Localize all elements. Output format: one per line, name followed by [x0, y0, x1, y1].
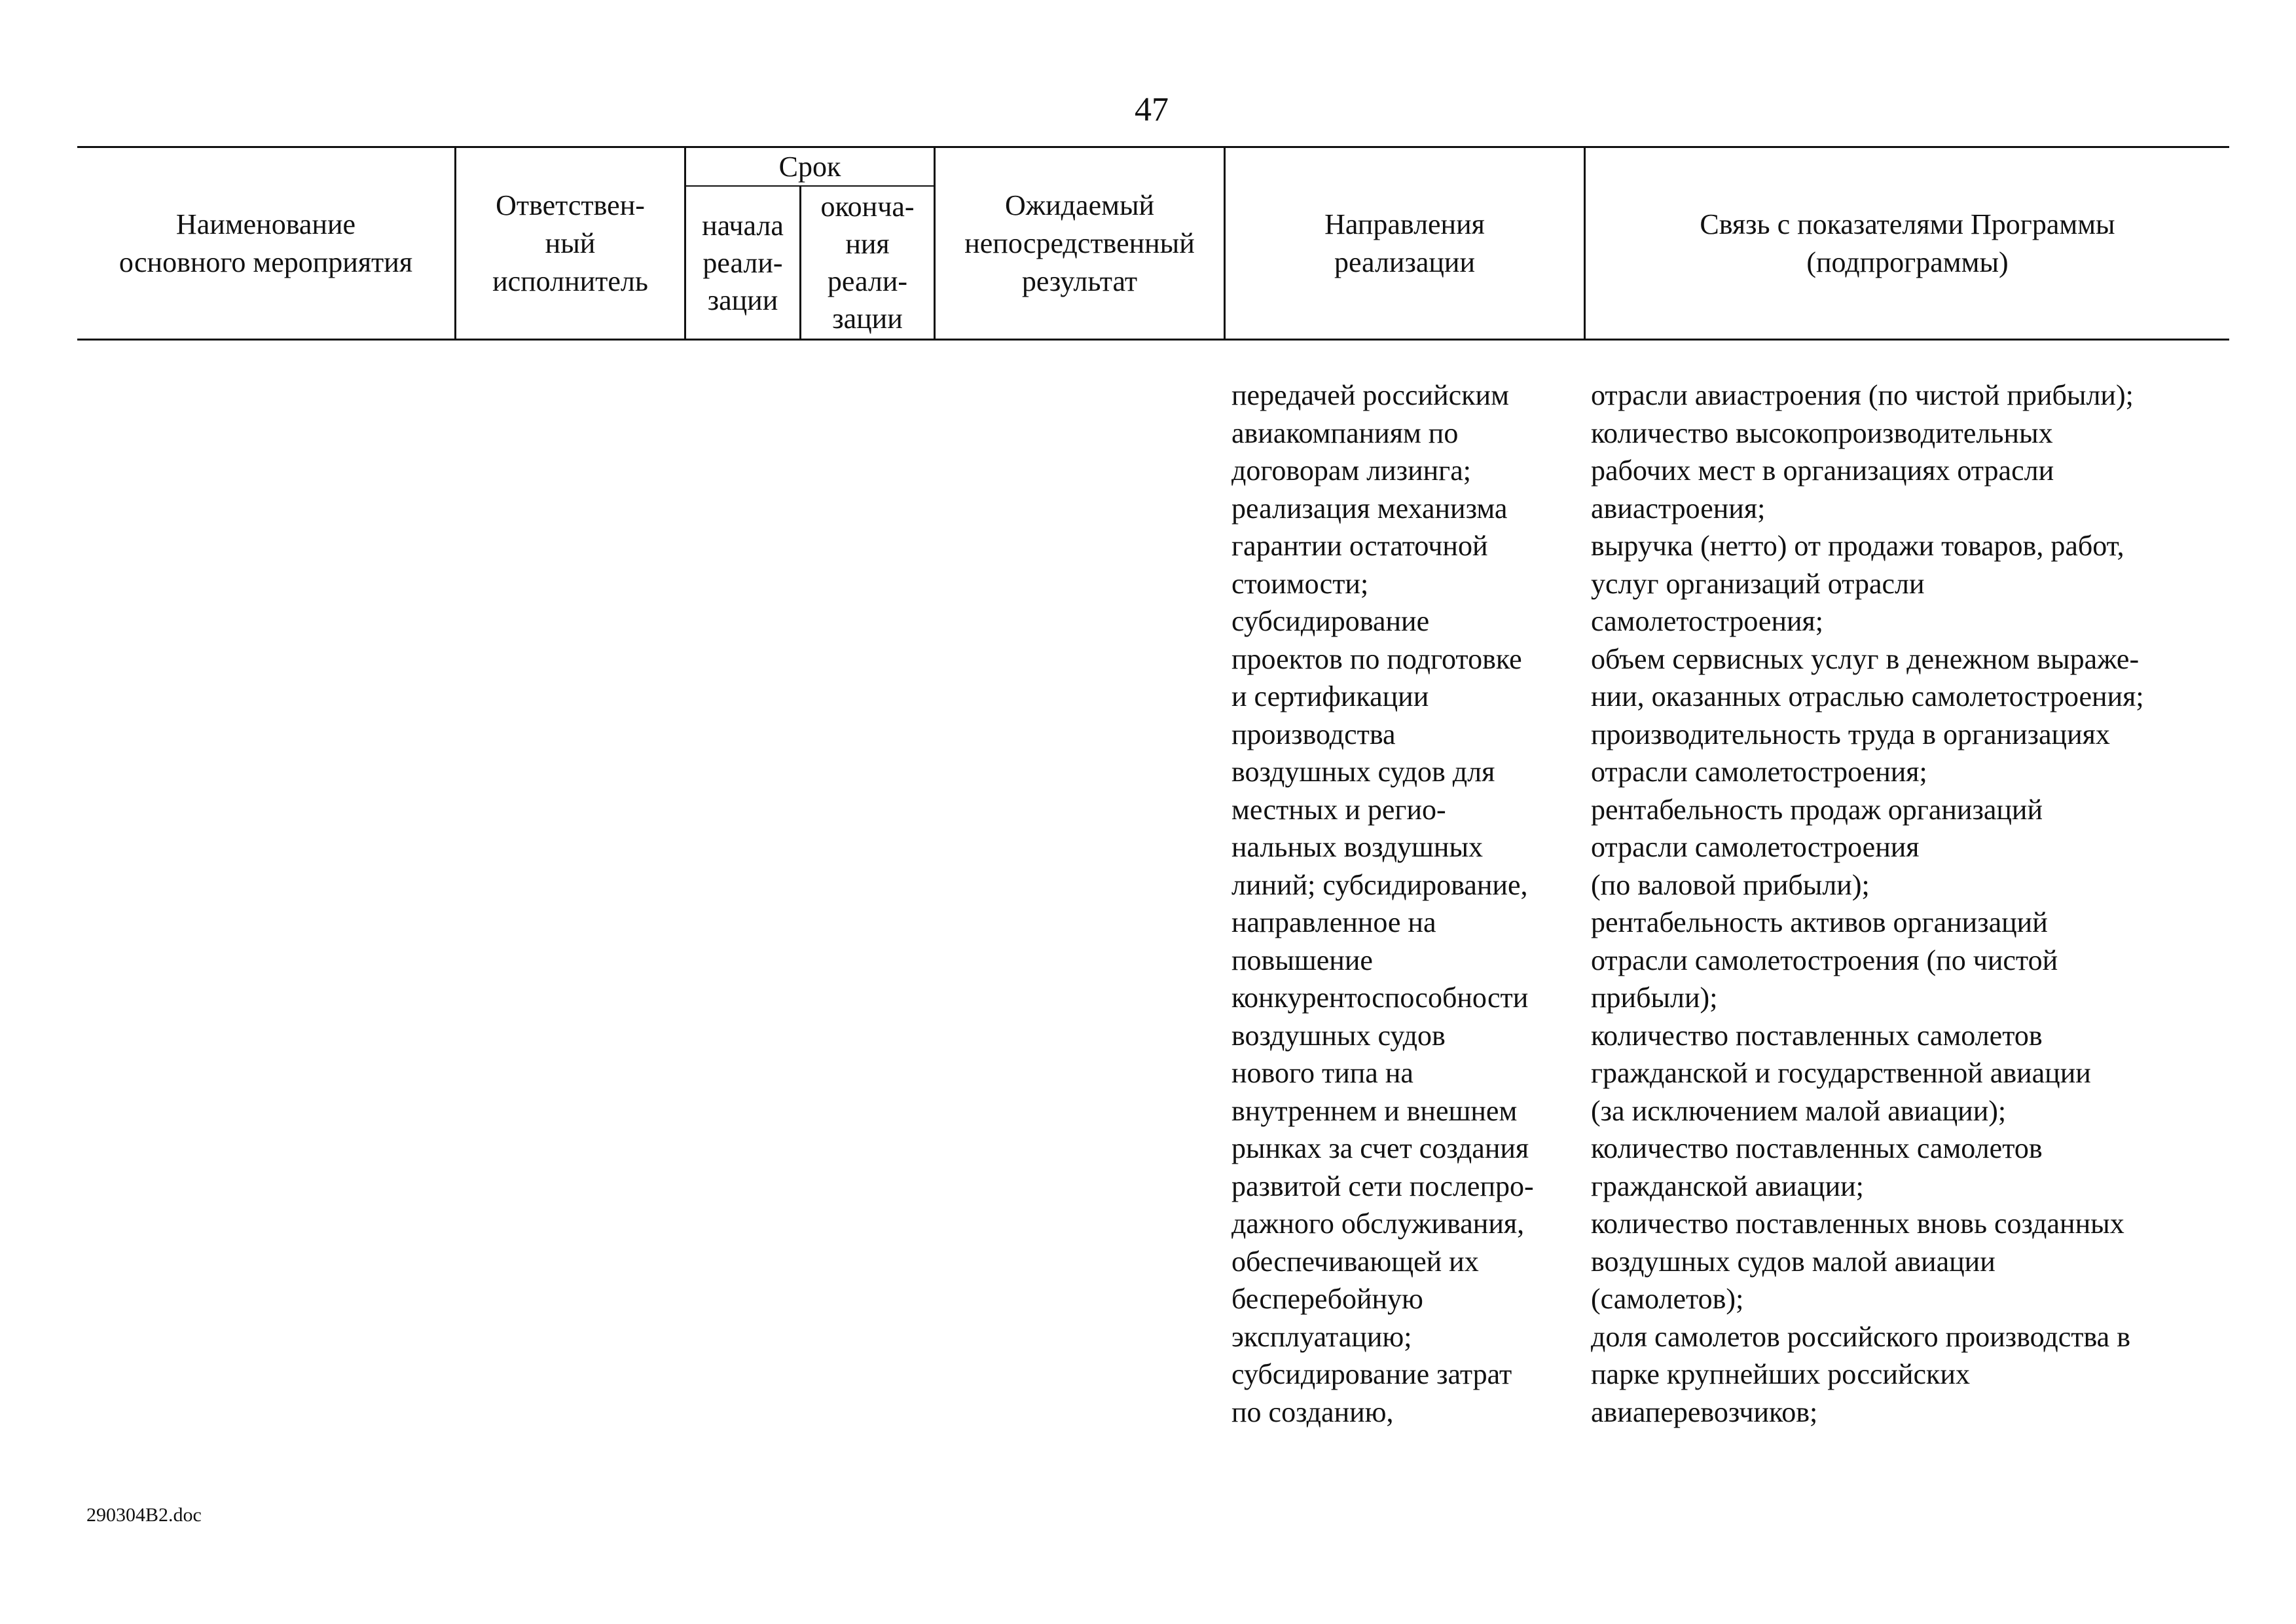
link-line: количество поставленных вновь созданных — [1591, 1208, 2124, 1240]
link-line: рентабельность продаж организаций — [1591, 793, 2043, 826]
header-executor-line: исполнитель — [492, 265, 648, 297]
link-line: прибыли); — [1591, 982, 1718, 1014]
header-term-label: Срок — [778, 150, 841, 183]
page-number: 47 — [1135, 91, 1169, 128]
header-executor-line: Ответствен- — [496, 189, 645, 221]
link-line: рабочих мест в организациях отрасли — [1591, 454, 2054, 487]
link-line: авиаперевозчиков; — [1591, 1395, 1818, 1428]
directions-line: внутреннем и внешнем — [1231, 1094, 1518, 1127]
directions-line: воздушных судов для — [1231, 756, 1495, 788]
directions-line: стоимости; — [1231, 567, 1369, 600]
directions-line: повышение — [1231, 944, 1373, 976]
directions-line: обеспечивающей их — [1231, 1245, 1479, 1278]
directions-line: по созданию, — [1231, 1395, 1394, 1428]
directions-line: направленное на — [1231, 906, 1436, 938]
link-line: (по валовой прибыли); — [1591, 868, 1870, 901]
header-directions-line: реализации — [1334, 246, 1476, 278]
header-term-start-line: зации — [707, 284, 778, 316]
link-line: гражданской и государственной авиации — [1591, 1057, 2091, 1089]
directions-line: гарантии остаточной — [1231, 530, 1488, 562]
directions-line: реализация механизма — [1231, 492, 1508, 525]
header-result-line: непосредственный — [964, 227, 1195, 259]
directions-line: субсидирование — [1231, 605, 1430, 637]
link-line: отрасли самолетостроения; — [1591, 756, 1927, 788]
directions-line: нальных воздушных — [1231, 831, 1484, 863]
link-cell — [1591, 377, 2144, 1431]
link-line: авиастроения; — [1591, 492, 1766, 525]
directions-line: рынках за счет создания — [1231, 1132, 1529, 1164]
link-line: нии, оказанных отраслью самолетостроения; — [1591, 680, 2144, 712]
header-name-line: основного мероприятия — [118, 246, 413, 278]
header-term-start-line: начала — [702, 209, 784, 242]
link-line: отрасли самолетостроения — [1591, 831, 1920, 863]
header-term-end-line: оконча- — [820, 191, 915, 223]
directions-line: бесперебойную — [1231, 1283, 1423, 1315]
directions-line: воздушных судов — [1231, 1019, 1446, 1052]
link-line: услуг организаций отрасли — [1591, 567, 1925, 600]
link-line: количество поставленных самолетов — [1591, 1132, 2043, 1164]
directions-line: линий; субсидирование, — [1231, 868, 1528, 901]
header-result-line: результат — [1021, 265, 1138, 297]
header-term-start-line: реали- — [702, 246, 783, 279]
link-line: доля самолетов российского производства в — [1591, 1320, 2130, 1353]
link-line: (самолетов); — [1591, 1283, 1744, 1315]
header-term-start — [686, 187, 799, 339]
directions-line: договорам лизинга; — [1231, 454, 1471, 487]
directions-line: проектов по подготовке — [1231, 642, 1522, 675]
directions-line: конкурентоспособности — [1231, 982, 1529, 1014]
directions-line: передачей российским — [1231, 379, 1509, 411]
link-line: объем сервисных услуг в денежном выраже- — [1591, 642, 2140, 675]
header-name — [77, 148, 454, 339]
header-term-end-line: реали- — [827, 265, 908, 297]
header-term-end — [801, 187, 934, 339]
header-directions — [1226, 148, 1584, 339]
header-link — [1586, 148, 2229, 339]
link-line: выручка (нетто) от продажи товаров, работ, — [1591, 530, 2124, 562]
header-executor-line: ный — [545, 227, 596, 259]
header-bottom-rule — [77, 339, 2229, 341]
link-line: воздушных судов малой авиации — [1591, 1245, 1995, 1278]
link-line: рентабельность активов организаций — [1591, 906, 2048, 938]
link-line: отрасли авиастроения (по чистой прибыли); — [1591, 379, 2134, 411]
directions-line: эксплуатацию; — [1231, 1320, 1412, 1353]
link-line: (за исключением малой авиации); — [1591, 1094, 2007, 1127]
header-term-end-line: ния — [845, 228, 890, 260]
directions-line: развитой сети послепро- — [1231, 1170, 1534, 1202]
link-line: гражданской авиации; — [1591, 1170, 1864, 1202]
directions-line: и сертификации — [1231, 680, 1429, 712]
header-executor — [456, 148, 684, 339]
directions-line: дажного обслуживания, — [1231, 1208, 1525, 1240]
header-term — [686, 148, 934, 185]
directions-cell — [1231, 377, 1534, 1431]
link-line: парке крупнейших российских — [1591, 1358, 1970, 1390]
header-link-line: (подпрограммы) — [1806, 246, 2009, 278]
link-line: производительность труда в организациях — [1591, 718, 2110, 750]
directions-line: производства — [1231, 718, 1396, 750]
directions-line: авиакомпаниям по — [1231, 416, 1459, 449]
header-name-line: Наименование — [175, 208, 356, 240]
header-result-line: Ожидаемый — [1004, 189, 1155, 221]
document-filename: 290304B2.doc — [86, 1504, 202, 1526]
link-line: количество поставленных самолетов — [1591, 1019, 2043, 1052]
directions-line: местных и регио- — [1231, 793, 1446, 826]
header-directions-line: Направления — [1324, 208, 1485, 240]
directions-line: субсидирование затрат — [1231, 1358, 1512, 1390]
link-line: количество высокопроизводительных — [1591, 416, 2053, 449]
link-line: самолетостроения; — [1591, 605, 1824, 637]
header-link-line: Связь с показателями Программы — [1700, 208, 2115, 240]
header-term-end-line: зации — [832, 303, 903, 335]
directions-line: нового типа на — [1231, 1057, 1413, 1089]
link-line: отрасли самолетостроения (по чистой — [1591, 944, 2058, 976]
header-result — [936, 148, 1224, 339]
